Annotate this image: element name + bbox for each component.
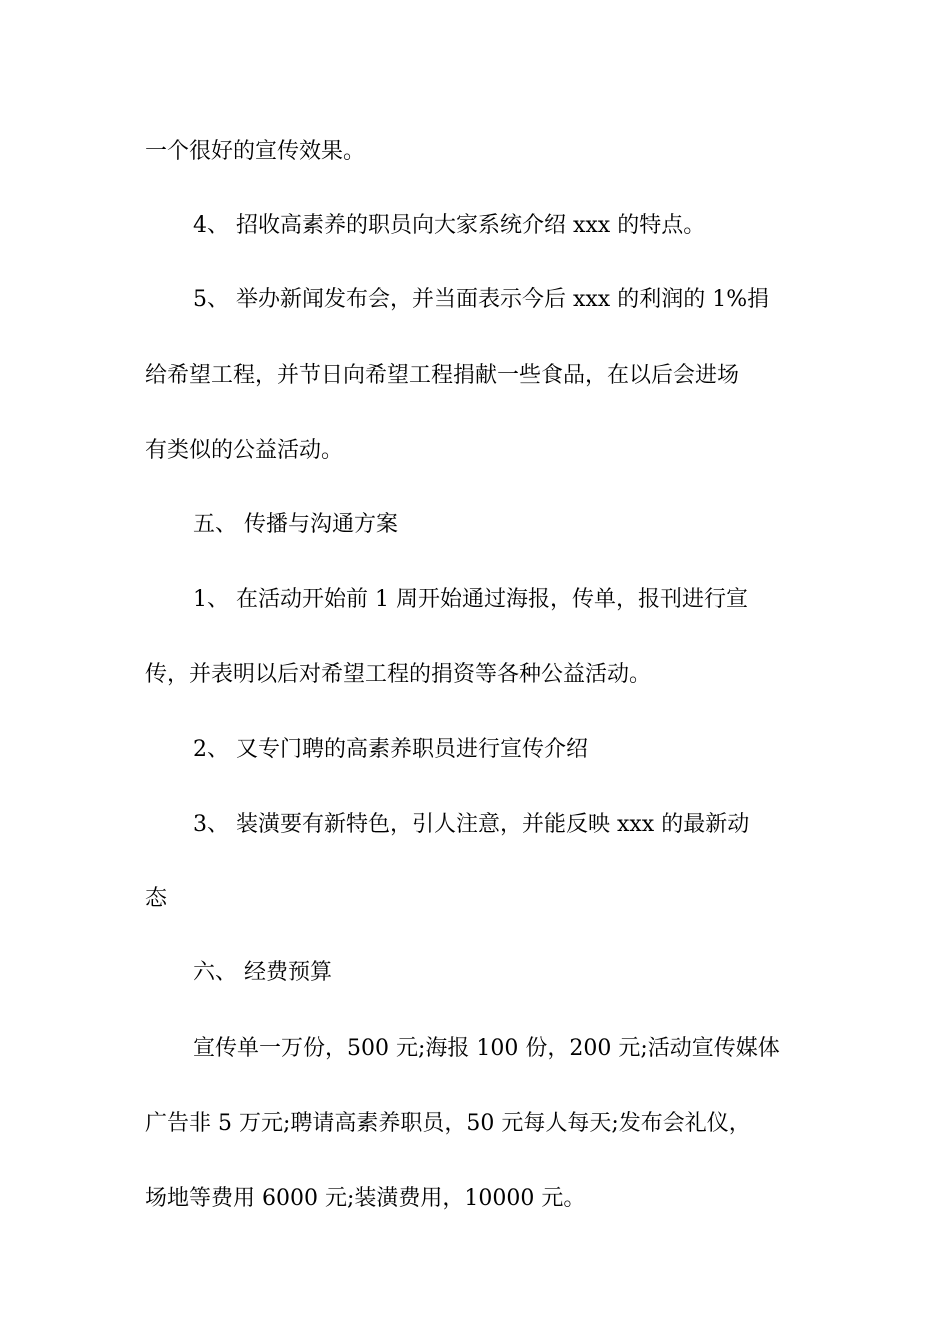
- text-line: 态: [145, 886, 168, 911]
- list-item-4: 4、 招收高素养的职员向大家系统介绍 xxx 的特点。: [193, 213, 706, 238]
- section-heading-5: 五、 传播与沟通方案: [193, 512, 398, 537]
- text-line: 传，并表明以后对希望工程的捐资等各种公益活动。: [145, 662, 652, 687]
- list-item-1: 1、 在活动开始前 1 周开始通过海报，传单，报刊进行宣: [193, 587, 748, 612]
- text-line: 一个很好的宣传效果。: [145, 139, 366, 164]
- text-line: 广告非 5 万元;聘请高素养职员，50 元每人每天;发布会礼仪，: [145, 1111, 751, 1136]
- text-line: 给希望工程，并节日向希望工程捐献一些食品，在以后会进场: [145, 363, 740, 388]
- list-item-2: 2、 又专门聘的高素养职员进行宣传介绍: [193, 737, 588, 762]
- budget-paragraph: 宣传单一万份，500 元;海报 100 份，200 元;活动宣传媒体: [193, 1036, 780, 1061]
- list-item-5: 5、 举办新闻发布会，并当面表示今后 xxx 的利润的 1%捐: [193, 287, 770, 312]
- text-line: 场地等费用 6000 元;装潢费用，10000 元。: [145, 1186, 586, 1211]
- list-item-3: 3、 装潢要有新特色，引人注意，并能反映 xxx 的最新动: [193, 812, 750, 837]
- section-heading-6: 六、 经费预算: [193, 960, 332, 985]
- text-line: 有类似的公益活动。: [145, 438, 344, 463]
